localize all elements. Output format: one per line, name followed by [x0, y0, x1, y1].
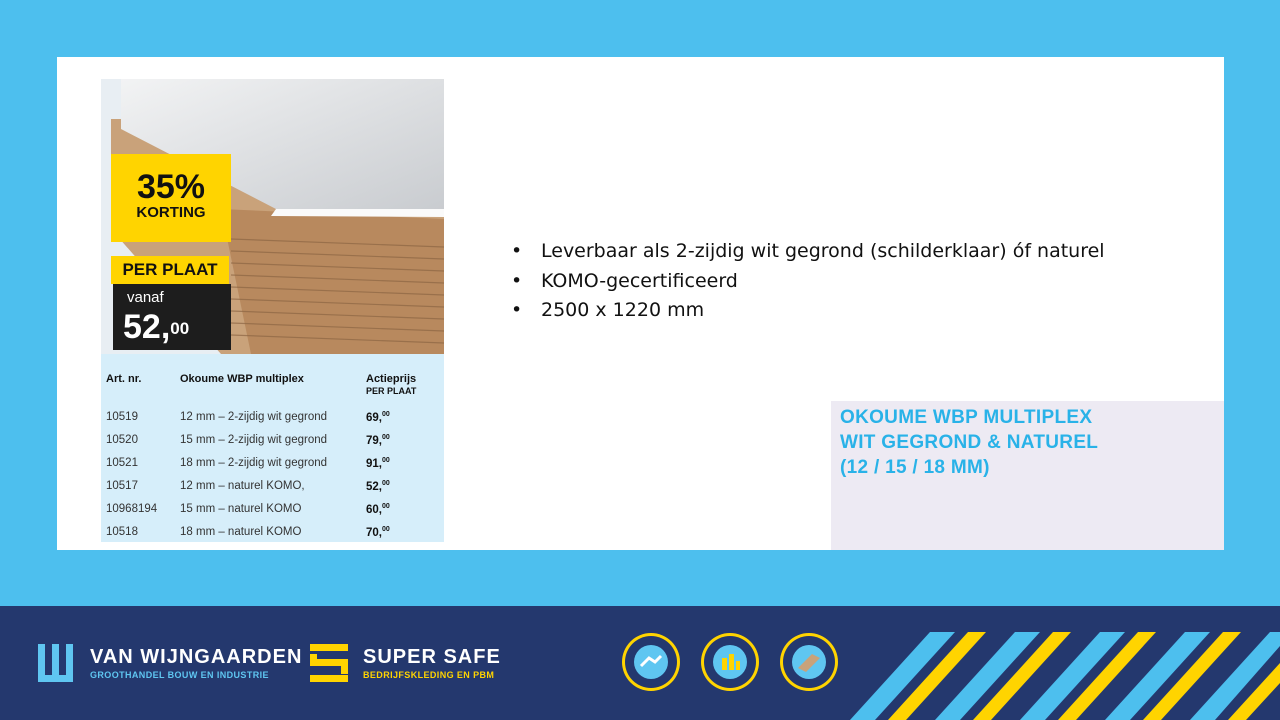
row-price-whole: 60,	[366, 503, 382, 516]
header-price	[366, 373, 416, 397]
feature-list	[509, 237, 1105, 326]
row-price	[366, 457, 390, 470]
badge-afhaal-icon	[779, 632, 839, 692]
table-header	[106, 371, 441, 407]
footer-bar	[0, 606, 1280, 720]
row-art-nr: 10521	[106, 457, 138, 469]
row-price-whole: 69,	[366, 411, 382, 424]
row-price	[366, 411, 390, 424]
row-description: 15 mm – naturel KOMO	[180, 503, 302, 515]
row-price	[366, 434, 390, 447]
discount-badge	[111, 154, 231, 242]
table-row	[106, 407, 441, 430]
row-price	[366, 526, 390, 539]
row-description: 12 mm – 2-zijdig wit gegrond	[180, 411, 328, 423]
brand-name: VAN WIJNGAARDEN	[90, 646, 303, 668]
row-price-cents: 00	[382, 434, 390, 441]
header-price-label: Actieprijs	[366, 373, 417, 385]
row-art-nr: 10519	[106, 411, 138, 423]
product-advert	[101, 79, 444, 542]
table-row	[106, 430, 441, 453]
brand-name: SUPER SAFE	[363, 646, 501, 668]
row-price-cents: 00	[382, 457, 390, 464]
row-description: 15 mm – 2-zijdig wit gegrond	[180, 434, 328, 446]
row-price-whole: 91,	[366, 457, 382, 470]
slide-content	[57, 57, 1224, 550]
row-art-nr: 10517	[106, 480, 138, 492]
row-description: 18 mm – naturel KOMO	[180, 526, 302, 538]
badge-partner-icon	[700, 632, 760, 692]
table-row	[106, 453, 441, 476]
row-art-nr: 10518	[106, 526, 138, 538]
discount-percent: 35%	[136, 168, 206, 206]
header-art-nr: Art. nr.	[106, 373, 142, 385]
table-row	[106, 476, 441, 499]
price-from-label: vanaf	[127, 289, 164, 306]
row-price-whole: 79,	[366, 434, 382, 447]
header-product: Okoume WBP multiplex	[180, 373, 304, 385]
row-description: 12 mm – naturel KOMO,	[180, 480, 305, 492]
price-value	[123, 310, 189, 344]
price-cents: 00	[170, 319, 190, 338]
price-badge	[113, 284, 231, 350]
row-price	[366, 503, 390, 516]
price-whole: 52,	[123, 308, 171, 346]
product-title-box	[831, 401, 1224, 550]
super-safe-icon	[310, 644, 348, 682]
title-line: OKOUME WBP MULTIPLEX	[840, 407, 1093, 428]
brand-tagline: BEDRIJFSKLEDING EN PBM	[363, 670, 495, 680]
discount-label: KORTING	[136, 204, 206, 221]
table-row	[106, 499, 441, 522]
title-line: WIT GEGROND & NATUREL	[840, 432, 1099, 453]
feature-item: • Leverbaar als 2-zijdig wit gegrond (schilderklaar) óf naturel	[509, 237, 1105, 267]
row-price-whole: 52,	[366, 480, 382, 493]
brand-tagline: GROOTHANDEL BOUW EN INDUSTRIE	[90, 670, 269, 680]
row-price-cents: 00	[382, 503, 390, 510]
badge-regio-icon	[621, 632, 681, 692]
vw-logo-icon	[36, 644, 76, 682]
row-art-nr: 10968194	[106, 503, 158, 515]
row-price	[366, 480, 390, 493]
row-price-whole: 70,	[366, 526, 382, 539]
feature-item: • 2500 x 1220 mm	[509, 296, 1105, 326]
row-description: 18 mm – 2-zijdig wit gegrond	[180, 457, 328, 469]
row-price-cents: 00	[382, 480, 390, 487]
row-price-cents: 00	[382, 411, 390, 418]
table-row	[106, 522, 441, 542]
decorative-stripes	[840, 606, 1280, 720]
title-line: (12 / 15 / 18 MM)	[840, 457, 990, 478]
row-price-cents: 00	[382, 526, 390, 533]
header-price-sub: PER PLAAT	[366, 386, 417, 396]
row-art-nr: 10520	[106, 434, 138, 446]
per-plate-label: PER PLAAT	[111, 256, 229, 284]
price-table	[106, 371, 441, 542]
feature-item: • KOMO-gecertificeerd	[509, 267, 1105, 297]
